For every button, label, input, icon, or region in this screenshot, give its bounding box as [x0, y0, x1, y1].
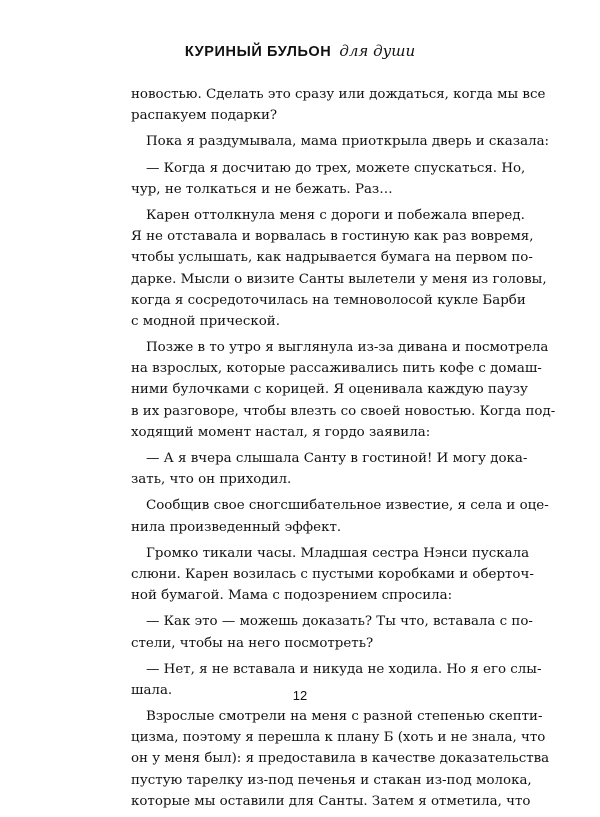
text-line: Громко тикали часы. Младшая сестра Нэнси пускала	[146, 545, 530, 561]
paragraph	[131, 543, 534, 607]
text-line: новостью. Сделать это сразу или дождаться, когда мы все	[131, 87, 546, 102]
text-line: стели, чтобы на него посмотреть?	[131, 635, 374, 651]
book-title: КУРИНЫЙ БУЛЬОН	[184, 44, 332, 60]
paragraph	[131, 158, 526, 200]
text-line: чтобы услышать, как надрывается бумага на первом по-	[131, 250, 533, 266]
paragraph	[131, 448, 528, 490]
paragraph	[131, 337, 556, 443]
book-title-script: для души	[339, 42, 416, 60]
paragraph	[131, 495, 549, 537]
text-line: ними булочками с корицей. Я оценивала каждую паузу	[131, 382, 528, 398]
text-line: Карен оттолкнула меня с дороги и побежала вперед.	[146, 207, 525, 223]
text-line: когда я сосредоточилась на темноволосой кукле Барби	[131, 292, 526, 308]
text-line: зать, что он приходил.	[131, 472, 292, 488]
paragraph	[131, 611, 533, 653]
text-line: — А я вчера слышала Санту в гостиной! И могу дока-	[146, 451, 528, 466]
text-line: которые мы оставили для Санты. Затем я отметила, что	[131, 793, 531, 809]
paragraph	[131, 205, 547, 332]
text-line: — Как это — можешь доказать? Ты что, вставала с по-	[146, 614, 533, 630]
text-line: Я не отставала и ворвалась в гостиную как раз вовремя,	[131, 229, 534, 245]
text-line: Пока я раздумывала, мама приоткрыла дверь и сказала:	[146, 134, 550, 150]
text-line: цизма, поэтому я перешла к плану Б (хоть и не знала, что	[131, 730, 546, 746]
text-line: пустую тарелку из-под печенья и стакан из-под молока,	[131, 772, 532, 788]
text-line: — Нет, я не вставала и никуда не ходила. Но я его слы-	[146, 661, 542, 677]
text-line: с модной прической.	[131, 313, 280, 329]
body-text	[131, 84, 556, 817]
text-line: ной бумагой. Мама с подозрением спросила:	[131, 588, 453, 604]
text-line: в их разговоре, чтобы влезть со своей новостью. Когда под-	[131, 403, 556, 419]
text-line: дарке. Мысли о визите Санты вылетели у меня из головы,	[131, 271, 547, 287]
text-line: он у меня был): я предоставила в качестве доказательства	[131, 751, 550, 767]
text-line: Позже в то утро я выглянула из-за дивана и посмотрела	[146, 340, 549, 356]
text-line: распакуем подарки?	[131, 108, 278, 124]
page-number: 12	[292, 688, 308, 703]
text-line: Сообщив свое сногсшибательное известие, я села и оце-	[146, 498, 549, 514]
text-line: — Когда я досчитаю до трех, можете спускаться. Но,	[146, 160, 526, 176]
running-header	[0, 42, 600, 61]
text-line: шала.	[131, 682, 173, 698]
text-line: ходящий момент настал, я гордо заявила:	[131, 424, 431, 440]
text-line: чур, не толкаться и не бежать. Раз…	[131, 181, 393, 197]
text-line: на взрослых, которые рассаживались пить кофе с домаш-	[131, 361, 542, 377]
paragraph	[131, 84, 546, 126]
paragraph	[131, 706, 550, 812]
text-line: Взрослые смотрели на меня с разной степенью скепти-	[146, 709, 543, 725]
paragraph	[131, 131, 550, 152]
text-line: слюни. Карен возилась с пустыми коробками и оберточ-	[131, 566, 534, 582]
text-line: нила произведенный эффект.	[131, 519, 342, 535]
